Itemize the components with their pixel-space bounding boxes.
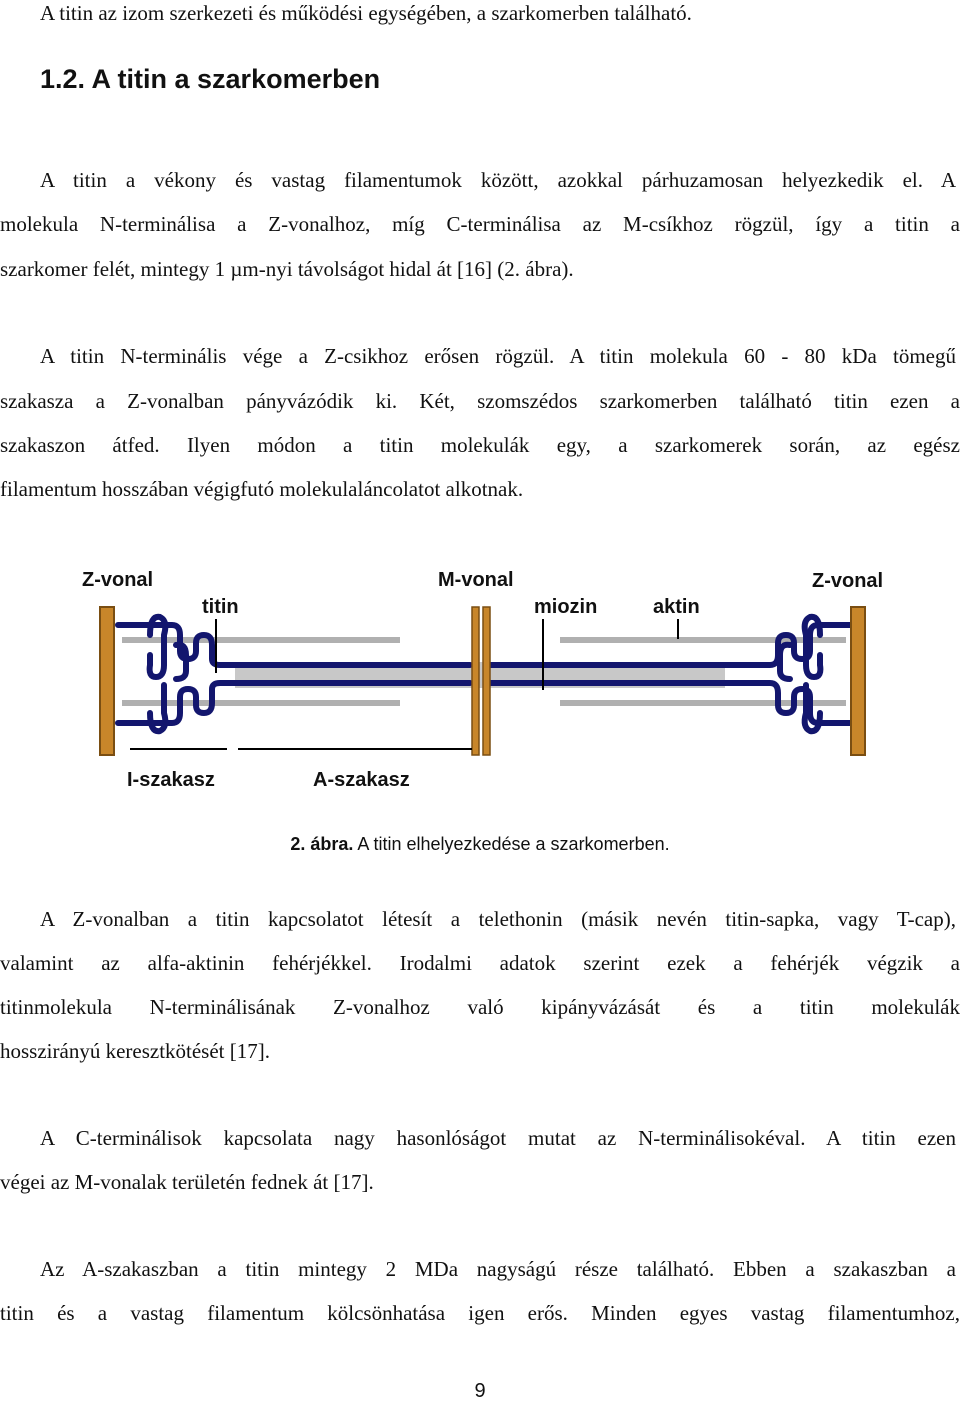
paragraph-line: molekula N-terminálisa a Z-vonalhoz, míg C-terminálisa az M-csíkhoz rögzül, így a titin a (0, 212, 960, 236)
paragraph-line: hosszirányú keresztkötését [17]. (0, 1039, 270, 1063)
section-heading: 1.2. A titin a szarkomerben (40, 64, 381, 94)
m-line-bar (483, 607, 490, 755)
paragraph-line: A titin a vékony és vastag filamentumok között, azokkal párhuzamosan helyezkedik el. A (40, 168, 956, 192)
paragraph-line: A C-terminálisok kapcsolata nagy hasonlóságot mutat az N-terminálisokéval. A titin ezen (40, 1126, 956, 1150)
paragraph-line: valamint az alfa-aktinin fehérjékkel. Irodalmi adatok szerint ezek a fehérjék végzik a (0, 951, 960, 975)
z-disc-left (100, 607, 114, 755)
aktin-label: aktin (653, 596, 700, 618)
page-number: 9 (474, 1380, 486, 1402)
intro-line: A titin az izom szerkezeti és működési egységében, a szarkomerben található. (40, 1, 692, 25)
paragraph-line: filamentum hosszában végigfutó molekulaláncolatot alkotnak. (0, 477, 524, 501)
sarcomere-figure (0, 555, 960, 815)
i-band-label: I-szakasz (127, 769, 215, 791)
z-disc-right (851, 607, 865, 755)
paragraph-line: A titin N-terminális vége a Z-csikhoz erősen rögzül. A titin molekula 60 - 80 kDa tömegű (40, 344, 956, 368)
titin-loop (780, 645, 790, 679)
titin-label: titin (202, 596, 239, 618)
caption-text: A titin elhelyezkedése a szarkomerben. (353, 834, 670, 854)
z-line-label-left: Z-vonal (82, 569, 154, 591)
paragraph-line: titin és a vastag filamentum kölcsönhatása igen erős. Minden egyes vastag filamentumhoz, (0, 1301, 960, 1325)
paragraph-line: titinmolekula N-terminálisának Z-vonalhoz való kipányvázását és a titin molekulák (0, 995, 960, 1019)
caption-number: 2. ábra. (290, 834, 354, 854)
m-line-bar (472, 607, 479, 755)
paragraph-line: szakaszon átfed. Ilyen módon a titin molekulák egy, a szarkomerek során, az egész (0, 433, 960, 457)
paragraph-line: végei az M-vonalak területén fednek át [17]. (0, 1170, 374, 1194)
titin-strand (118, 625, 470, 665)
paragraph-line: szarkomer felét, mintegy 1 µm-nyi távolságot hidal át [16] (2. ábra). (0, 257, 574, 281)
paragraph-line: szakasza a Z-vonalban pányvázódik ki. Két, szomszédos szarkomerben található titin ezen a (0, 389, 960, 413)
paragraph-line: A Z-vonalban a titin kapcsolatot létesít a telethonin (másik nevén titin-sapka, vagy T-cap), (40, 907, 956, 931)
miozin-label: miozin (534, 596, 598, 618)
z-line-label-right: Z-vonal (812, 570, 884, 592)
paragraph-line: Az A-szakaszban a titin mintegy 2 MDa nagyságú része található. Ebben a szakaszban a (40, 1257, 956, 1281)
figure-caption (0, 832, 960, 856)
m-line-label: M-vonal (438, 569, 514, 591)
a-band-label: A-szakasz (313, 769, 410, 791)
